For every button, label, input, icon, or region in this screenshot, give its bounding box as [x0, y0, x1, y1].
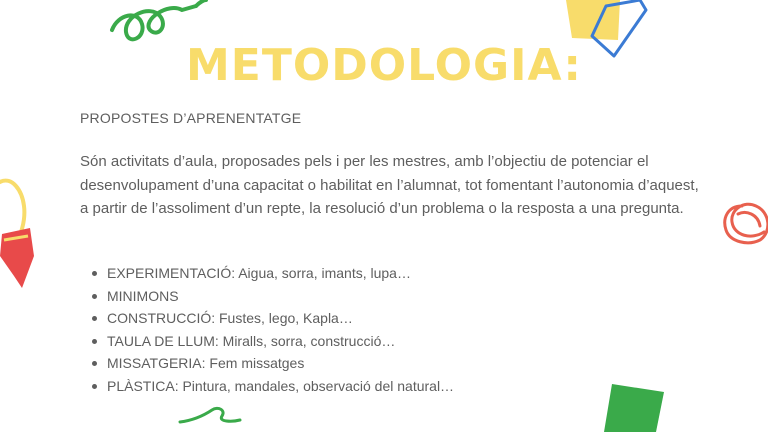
list-item: MISSATGERIA: Fem missatges	[90, 352, 454, 375]
list-item: CONSTRUCCIÓ: Fustes, lego, Kapla…	[90, 307, 454, 330]
green-squiggle-top	[112, 6, 196, 39]
page-title: METODOLOGIA:	[185, 40, 582, 91]
green-squiggle-bottom	[180, 408, 240, 422]
green-square-bottom	[604, 384, 664, 432]
list-item: PLÀSTICA: Pintura, mandales, observació del natural…	[90, 375, 454, 398]
coral-scribble-circle	[725, 204, 768, 243]
list-item: TAULA DE LLUM: Miralls, sorra, construcció…	[90, 330, 454, 353]
green-squiggle-tail	[196, 0, 206, 6]
description-paragraph: Són activitats d’aula, proposades pels i per les mestres, amb l’objectiu de potenciar el desenvolupament d’una capacitat o habilitat en l’alumnat, tot fomentant l’autonomia d’aquest, a partir de l’assoliment d’un repte, la resolució d’un problema o la resposta a una pregunta.	[80, 153, 699, 217]
list-item: MINIMONS	[90, 285, 454, 308]
list-item: EXPERIMENTACIÓ: Aigua, sorra, imants, lupa…	[90, 262, 454, 285]
activities-list	[90, 262, 454, 397]
section-subtitle: PROPOSTES D’APRENENTATGE	[80, 110, 302, 126]
